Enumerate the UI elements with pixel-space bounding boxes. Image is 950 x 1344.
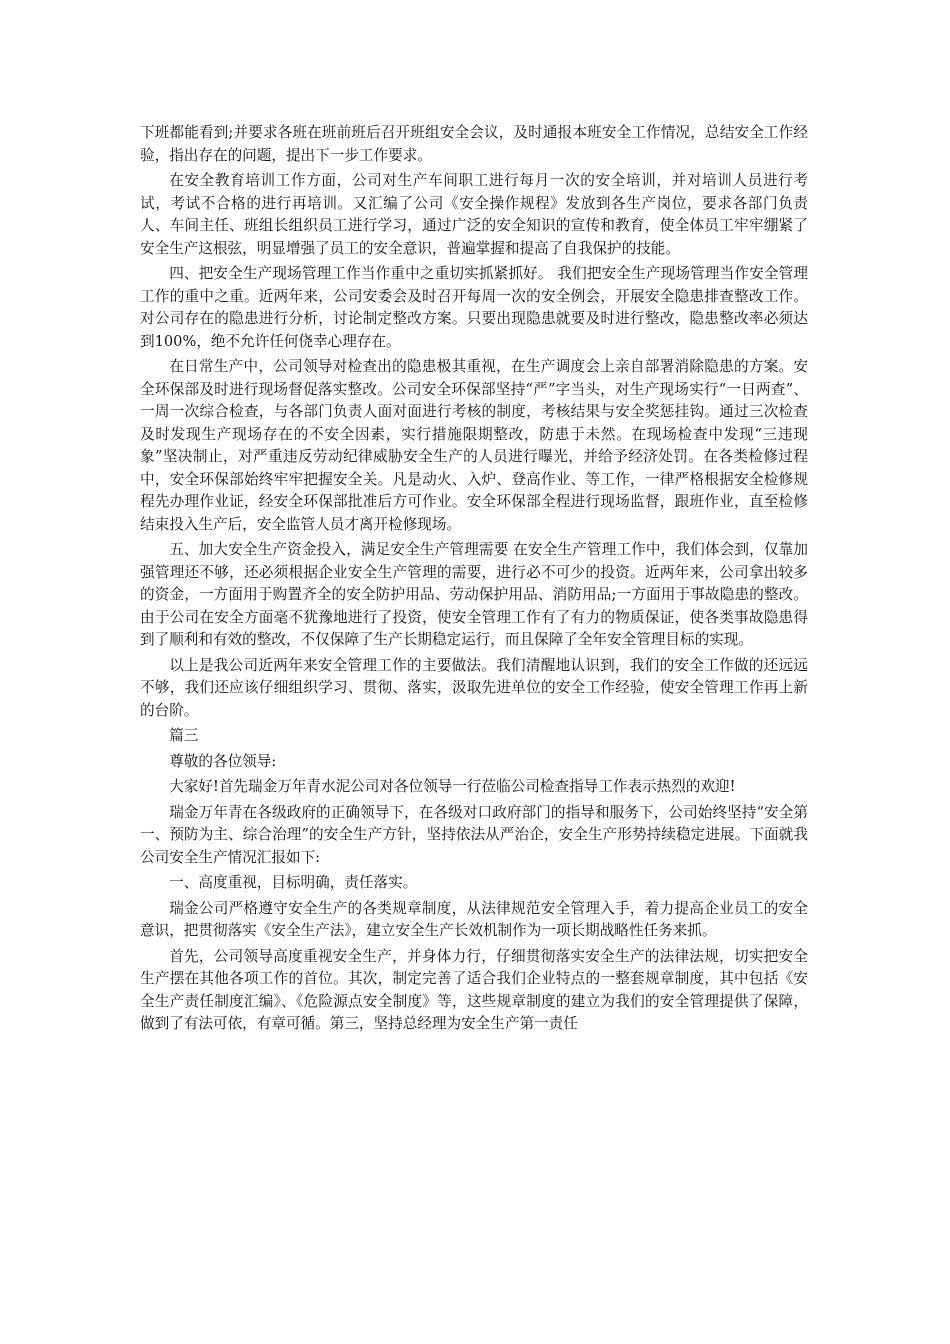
paragraph-8: 瑞金万年青在各级政府的正确领导下，在各级对口政府部门的指导和服务下，公司始终坚持“安全第一、预防为主、综合治理”的安全生产方针，坚持依法从严治企，安全生产形势持续稳定进展。下面就我公司安全生产情况汇报如下:: [140, 803, 808, 866]
paragraph-9: 瑞金公司严格遵守安全生产的各类规章制度，从法律规范安全管理入手，着力提高企业员工的安全意识，把贯彻落实《安全生产法》，建立安全生产长效机制作为一项长期战略性任务来抓。: [140, 899, 808, 939]
paragraph-6: 以上是我公司近两年来安全管理工作的主要做法。我们清醒地认识到，我们的安全工作做的还远远不够，我们还应该仔细组织学习、贯彻、落实，汲取先进单位的安全工作经验，使安全管理工作再上新的台阶。: [140, 656, 808, 719]
paragraph-7: 大家好!首先瑞金万年青水泥公司对各位领导一行莅临公司检查指导工作表示热烈的欢迎!: [169, 778, 736, 795]
salutation: 尊敬的各位领导:: [169, 752, 277, 770]
paragraph-5: 五、加大安全生产资金投入，满足安全生产管理需要 在安全生产管理工作中，我们体会到，仅靠加强管理还不够，还必须根据企业安全生产管理的需要，进行必不可少的投资。近两年来，公司拿出较多的资金，一方面用于购置齐全的安全防护用品、劳动保护用品、消防用品;一方面用于事故隐患的整改。由于公司在安全方面毫不犹豫地进行了投资，使安全管理工作有了有力的物质保证，使各类事故隐患得到了顺利和有效的整改，不仅保障了生产长期稳定运行，而且保障了全年安全管理目标的实现。: [140, 541, 808, 648]
paragraph-2: 在安全教育培训工作方面，公司对生产车间职工进行每月一次的安全培训，并对培训人员进行考试，考试不合格的进行再培训。又汇编了公司《安全操作规程》发放到各生产岗位，要求各部门负责人、车间主任、班组长组织员工进行学习，通过广泛的安全知识的宣传和教育，使全体员工牢牢绷紧了安全生产这根弦，明显增强了员工的安全意识，普遍掌握和提高了自我保护的技能。: [140, 172, 808, 257]
section-heading-pian-san: 篇三: [169, 727, 199, 744]
paragraph-3: 四、把安全生产现场管理工作当作重中之重切实抓紧抓好。 我们把安全生产现场管理当作安全管理工作的重中之重。近两年来，公司安委会及时召开每周一次的安全例会，开展安全隐患排查整改工作。对公司存在的隐患进行分析，讨论制定整改方案。只要出现隐患就要及时进行整改，隐患整改率必须达到100%，绝不允许任何侥幸心理存在。: [140, 265, 808, 350]
paragraph-4: 在日常生产中，公司领导对检查出的隐患极其重视，在生产调度会上亲自部署消除隐患的方案。安全环保部及时进行现场督促落实整改。公司安全环保部坚持“严”字当头，对生产现场实行“一日两查”、一周一次综合检查，与各部门负责人面对面进行考核的制度，考核结果与安全奖惩挂钩。通过三次检查及时发现生产现场存在的不安全因素，实行措施限期整改，防患于未然。在现场检查中发现“三违现象”坚决制止，对严重违反劳动纪律威胁安全生产的人员进行曝光，并给予经济处罚。在各类检修过程中，安全环保部始终牢牢把握安全关。凡是动火、入炉、登高作业、等工作，一律严格根据安全检修规程先办理作业证，经安全环保部批准后方可作业。安全环保部全程进行现场监督，跟班作业，直至检修结束投入生产后，安全监管人员才离开检修现场。: [140, 358, 808, 533]
paragraph-1: 下班都能看到;并要求各班在班前班后召开班组安全会议，及时通报本班安全工作情况，总结安全工作经验，指出存在的问题，提出下一步工作要求。: [140, 124, 808, 164]
paragraph-10: 首先，公司领导高度重视安全生产，并身体力行，仔细贯彻落实安全生产的法律法规，切实把安全生产摆在其他各项工作的首位。其次，制定完善了适合我们企业特点的一整套规章制度，其中包括《安全生产责任制度汇编》、《危险源点安全制度》等，这些规章制度的建立为我们的安全管理提供了保障，做到了有法可依，有章可循。第三，坚持总经理为安全生产第一责任: [140, 947, 808, 1032]
section-heading-1: 一、高度重视，目标明确，责任落实。: [169, 874, 418, 891]
document-page: [140, 122, 808, 1039]
